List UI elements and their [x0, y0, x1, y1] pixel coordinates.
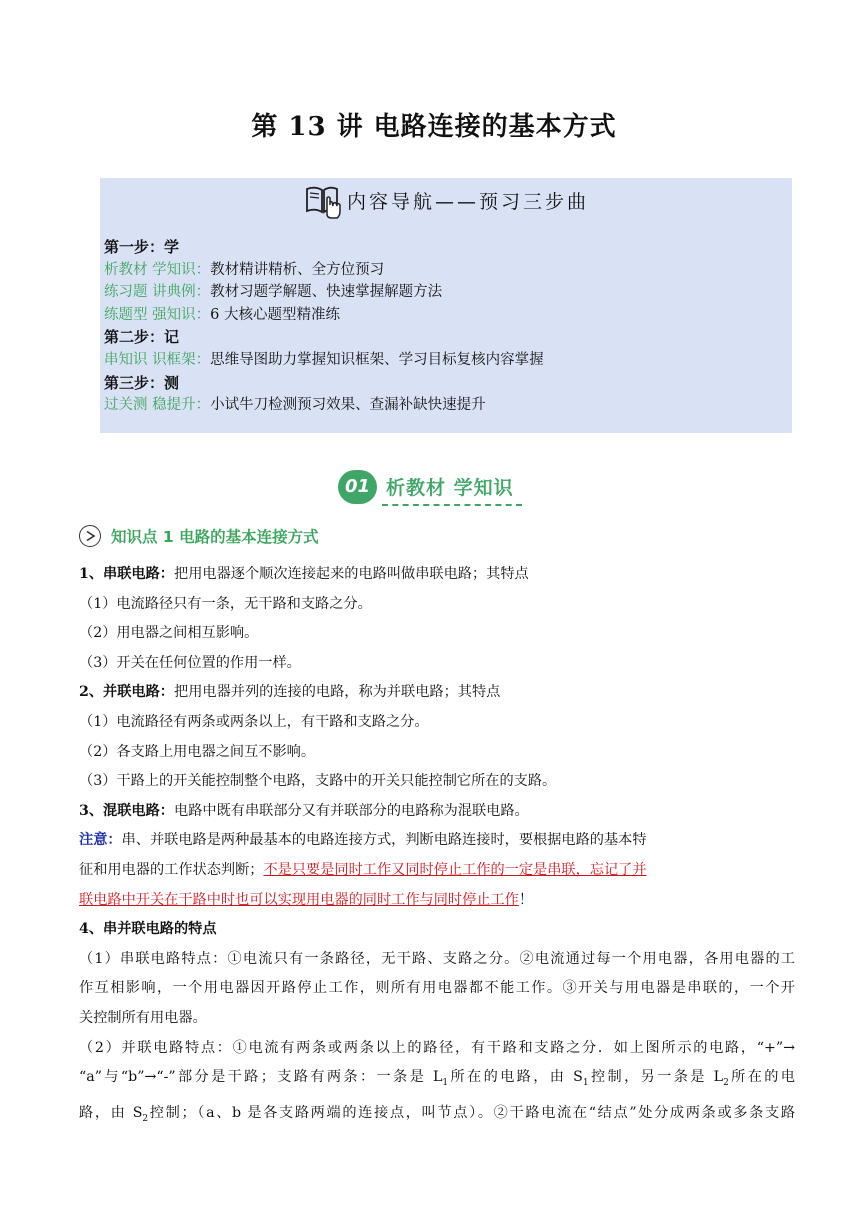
- book-hand-icon: [303, 180, 343, 220]
- nav-row-text: 6 大核心题型精准练: [210, 306, 340, 323]
- nav-row: [104, 394, 544, 417]
- page-title: 第 13 讲 电路连接的基本方式: [251, 112, 617, 142]
- note-text: 串、并联电路是两种最基本的电路连接方式，判断电路连接时，要根据电路的基本特: [121, 832, 647, 849]
- nav-row-text: 教材习题学解题、快速掌握解题方法: [210, 284, 443, 301]
- text-line: [79, 1099, 795, 1134]
- step-1-label: 第一步：学: [104, 238, 180, 256]
- nav-row: [104, 304, 544, 327]
- nav-row-tag: 过关测 稳提升：: [104, 397, 211, 414]
- list-item: （2）各支路上用电器之间互不影响。: [79, 743, 316, 760]
- knowledge-point-title: 知识点 1 电路的基本连接方式: [111, 528, 319, 546]
- note-text: 征和用电器的工作状态判断；: [79, 861, 264, 878]
- step-3-label: 第三步：测: [104, 373, 180, 392]
- list-item: （3）干路上的开关能控制整个电路，支路中的开关只能控制它所在的支路。: [79, 773, 557, 790]
- paragraph-text: 把用电器逐个顺次连接起来的电路叫做串联电路；其特点: [174, 566, 529, 582]
- list-item: （3）开关在任何位置的作用一样。: [79, 654, 301, 671]
- nav-row-tag: 练习题 讲典例：: [104, 284, 211, 301]
- subscript: 2: [142, 1113, 149, 1124]
- section-badge: [338, 470, 523, 506]
- text-line: （2）并联电路特点：①电流有两条或两条以上的路径，有干路和支路之分．如上图所示的电路，“+”→: [79, 1039, 795, 1056]
- text-segment: “a”与“b”→“-”部分是干路；支路有两条：一条是 L: [79, 1069, 443, 1086]
- list-item: （1）电流路径只有一条，无干路和支路之分。: [79, 595, 372, 612]
- subscript: 1: [442, 1077, 449, 1088]
- play-arrow-icon: [79, 525, 101, 547]
- nav-heading-text: 内容导航——预习三步曲: [346, 190, 589, 213]
- list-item: （1）电流路径有两条或两条以上，有干路和支路之分。: [79, 713, 429, 730]
- text-segment: 所在的电: [728, 1069, 795, 1086]
- text-segment: 路，由 S: [79, 1104, 143, 1121]
- text-segment: 控制，另一条是 L: [588, 1069, 724, 1086]
- paragraph-heading: 4、串并联电路的特点: [79, 921, 217, 938]
- text-line: 作互相影响，一个用电器因开路停止工作，则所有用电器都不能工作。③开关与用电器是串联的，一个开: [79, 980, 795, 997]
- subscript: 2: [723, 1077, 729, 1088]
- note-text: ！: [518, 891, 534, 908]
- nav-row: [104, 281, 544, 304]
- paragraph-text: 把用电器并列的连接的电路，称为并联电路；其特点: [174, 684, 501, 701]
- paragraph: [79, 560, 795, 590]
- paragraph-text: 电路中既有串联部分又有并联部分的电路称为混联电路。: [174, 802, 529, 819]
- note-warning-text: 不是只要是同时工作又同时停止工作的一定是串联，忘记了并: [263, 861, 647, 878]
- paragraph: [79, 678, 795, 708]
- nav-row-tag: 串知识 识框架：: [104, 351, 211, 368]
- main-content: [79, 560, 795, 1134]
- nav-row-text: 思维导图助力掌握知识框架、学习目标复核内容掌握: [210, 351, 544, 368]
- section-underline: [382, 504, 522, 506]
- text-segment: 所在的电路，由 S: [448, 1069, 583, 1086]
- knowledge-point-heading: [79, 525, 319, 547]
- nav-row: [104, 259, 544, 282]
- paragraph: [79, 797, 795, 827]
- paragraph-heading: 1、串联电路：: [79, 566, 174, 582]
- note-line: [79, 856, 795, 886]
- note-line: [79, 886, 795, 916]
- note-warning-text: 联电路中开关在干路中时也可以实现用电器的同时工作与同时停止工作: [79, 891, 519, 908]
- section-label: 析教材 学知识: [386, 477, 514, 499]
- subscript: 1: [582, 1077, 589, 1088]
- paragraph-heading: 2、并联电路：: [79, 684, 174, 701]
- nav-row-tag: 练题型 强知识：: [104, 306, 211, 323]
- section-number: 01: [338, 470, 377, 504]
- list-item: （2）用电器之间相互影响。: [79, 625, 259, 642]
- nav-row-text: 教材精讲精析、全方位预习: [210, 261, 385, 278]
- nav-row-text: 小试牛刀检测预习效果、查漏补缺快速提升: [210, 397, 486, 414]
- text-segment: 控制；（a、b 是各支路两端的连接点，叫节点）。②干路电流在“结点”处分成两条或多条支路: [148, 1104, 796, 1121]
- nav-row-tag: 析教材 学知识：: [104, 261, 211, 278]
- paragraph-heading: 3、混联电路：: [79, 802, 174, 819]
- text-line: （1）串联电路特点：①电流只有一条路径，无干路、支路之分。②电流通过每一个用电器，各用电器的工: [79, 950, 795, 967]
- nav-lines: [104, 236, 544, 417]
- note-line: [79, 826, 795, 856]
- note-label: 注意：: [79, 832, 122, 849]
- nav-row: [104, 349, 544, 372]
- text-line: [79, 1063, 795, 1098]
- nav-heading: [100, 180, 792, 220]
- step-2-label: 第二步：记: [104, 328, 180, 347]
- content-navigation-box: [100, 178, 792, 433]
- text-line: 关控制所有用电器。: [79, 1009, 207, 1026]
